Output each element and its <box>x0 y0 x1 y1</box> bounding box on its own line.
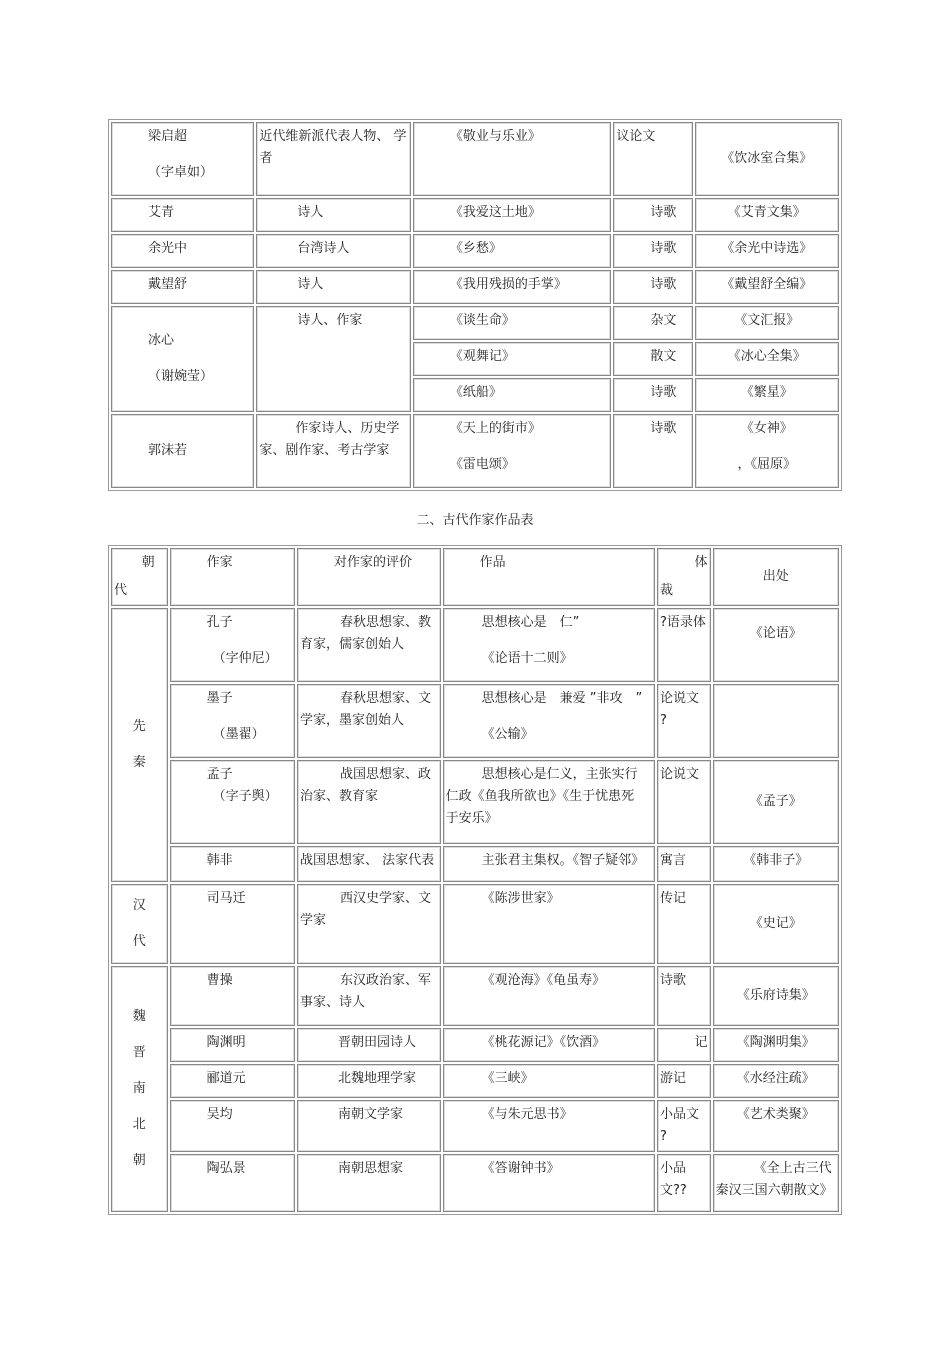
author-evaluation: 南朝思想家 <box>297 1154 441 1212</box>
table-row <box>111 234 839 268</box>
work-title: 《桃花源记》《饮酒》 <box>443 1028 655 1062</box>
genre: 论说文 ? <box>657 684 711 758</box>
author-name: 孔子 <box>206 615 233 630</box>
work-title: 《与朱元思书》 <box>443 1100 655 1152</box>
author-name: 曹操 <box>170 966 295 1026</box>
genre: 议论文 <box>613 122 692 196</box>
work-title: 仁政《鱼我所欲也》《生于忧患死 <box>445 789 635 804</box>
work-title: 《我爱这土地》 <box>413 198 612 232</box>
genre: 诗歌 <box>657 966 711 1026</box>
table-row <box>111 966 839 1026</box>
dynasty-xianqin: 先 秦 <box>111 608 168 882</box>
author-evaluation: 南朝文学家 <box>297 1100 441 1152</box>
header-dynasty: 朝 <box>141 555 155 570</box>
dynasty-han: 汉 代 <box>111 884 168 964</box>
genre: 诗歌 <box>613 270 692 304</box>
author-name: 墨子 <box>206 691 233 706</box>
header-dynasty: 代 <box>114 583 128 598</box>
genre: 小品 <box>659 1161 686 1176</box>
source <box>713 684 839 758</box>
table-row <box>111 414 839 488</box>
work-title: 《雷电颂》 <box>449 457 515 472</box>
author-name: 梁启超 <box>148 129 188 144</box>
author-alias: （字子舆） <box>212 789 278 804</box>
table-row <box>111 1064 839 1098</box>
author-name: 陶渊明 <box>170 1028 295 1062</box>
author-evaluation: 战国思想家、 法家代表 <box>297 846 441 882</box>
genre: ?语录体 <box>657 608 711 682</box>
source: 《女神》 <box>740 421 793 436</box>
work-title: 于安乐》 <box>445 811 498 826</box>
author-evaluation: 诗人、作家 <box>256 306 410 412</box>
author-evaluation: 东汉政治家、军 <box>340 973 432 988</box>
author-evaluation: 治家、教育家 <box>300 789 379 804</box>
genre: 传记 <box>657 884 711 964</box>
author-evaluation: 台湾诗人 <box>256 234 410 268</box>
header-source: 出处 <box>713 548 839 606</box>
work-title: 《纸船》 <box>413 378 612 412</box>
source: 秦汉三国六朝散文》 <box>715 1183 833 1198</box>
author-name: 艾青 <box>111 198 254 232</box>
author-evaluation: 战国思想家、政 <box>340 767 432 782</box>
source: 《艺术类聚》 <box>713 1100 839 1152</box>
modern-authors-table <box>108 119 842 491</box>
work-title: 《敬业与乐业》 <box>413 122 612 196</box>
work-title: 思想核心是 兼爱 ”非攻 ” <box>481 691 643 706</box>
source: 《乐府诗集》 <box>713 966 839 1026</box>
source: 《论语》 <box>713 608 839 682</box>
work-title: 《公输》 <box>481 727 534 742</box>
source: 《孟子》 <box>713 760 839 844</box>
author-evaluation: 事家、诗人 <box>300 995 366 1010</box>
table-row <box>111 846 839 882</box>
author-evaluation: 春秋思想家、教 <box>340 615 432 630</box>
ancient-authors-table <box>108 545 842 1215</box>
author-evaluation: 家、剧作家、考古学家 <box>259 443 390 458</box>
table-row <box>111 270 839 304</box>
author-evaluation: 春秋思想家、文 <box>340 691 432 706</box>
work-title: 《答谢钟书》 <box>443 1154 655 1212</box>
table-row <box>111 1154 839 1212</box>
table-row <box>111 198 839 232</box>
author-evaluation: 诗人 <box>256 270 410 304</box>
work-title: 《三峡》 <box>443 1064 655 1098</box>
author-name: 戴望舒 <box>111 270 254 304</box>
header-works: 作品 <box>443 548 655 606</box>
genre: 寓言 <box>657 846 711 882</box>
author-evaluation: 学家 <box>300 913 327 928</box>
work-title: 思想核心是仁义，主张实行 <box>481 767 638 782</box>
work-title: 《我用残损的手掌》 <box>413 270 612 304</box>
source: 《文汇报》 <box>695 306 839 340</box>
genre: 诗歌 <box>613 378 692 412</box>
source: 《水经注疏》 <box>713 1064 839 1098</box>
header-genre: 体 <box>694 555 708 570</box>
table-row <box>111 884 839 964</box>
genre: 诗歌 <box>613 414 692 488</box>
dynasty-weijin: 魏 晋 南 北 朝 <box>111 966 168 1212</box>
source: 《史记》 <box>713 884 839 964</box>
source: 《饮冰室合集》 <box>695 122 839 196</box>
work-title: 《论语十二则》 <box>481 651 573 666</box>
work-title: 《观沧海》《龟虽寿》 <box>443 966 655 1026</box>
header-genre: 裁 <box>659 583 673 598</box>
work-title: 主张君主集权。《智子疑邻》 <box>443 846 655 882</box>
source: 《余光中诗选》 <box>695 234 839 268</box>
work-title: 《乡愁》 <box>413 234 612 268</box>
author-evaluation: 作家诗人、历史学 <box>295 421 400 436</box>
author-name: 韩非 <box>170 846 295 882</box>
author-evaluation: 北魏地理学家 <box>297 1064 441 1098</box>
genre: 文?? <box>659 1183 687 1198</box>
author-name: 冰心 <box>148 333 175 348</box>
author-evaluation: 育家，儒家创始人 <box>300 637 405 652</box>
table-row <box>111 608 839 682</box>
genre: 散文 <box>613 342 692 376</box>
source: ，《屈原》 <box>737 457 797 472</box>
author-name: 孟子 <box>206 767 233 782</box>
table-row <box>111 1100 839 1152</box>
table-row <box>111 122 839 196</box>
genre: 论说文 <box>657 760 711 844</box>
genre: 游记 <box>657 1064 711 1098</box>
source: 《戴望舒全编》 <box>695 270 839 304</box>
table-row <box>111 306 839 340</box>
author-name: 吴均 <box>170 1100 295 1152</box>
header-evaluation: 对作家的评价 <box>297 548 441 606</box>
header-author: 作家 <box>170 548 295 606</box>
author-name: 郦道元 <box>170 1064 295 1098</box>
genre: 记 <box>657 1028 711 1062</box>
author-alias: （墨翟） <box>212 727 265 742</box>
author-evaluation: 诗人 <box>256 198 410 232</box>
author-name: 司马迁 <box>170 884 295 964</box>
author-name: 陶弘景 <box>170 1154 295 1212</box>
source: 《韩非子》 <box>713 846 839 882</box>
genre: 小品文 ? <box>657 1100 711 1152</box>
table-row <box>111 1028 839 1062</box>
genre: 诗歌 <box>613 234 692 268</box>
genre: 诗歌 <box>613 198 692 232</box>
work-title: 思想核心是 仁” <box>481 615 580 630</box>
work-title: 《陈涉世家》 <box>443 884 655 964</box>
source: 《全上古三代 <box>753 1161 832 1176</box>
work-title: 《谈生命》 <box>413 306 612 340</box>
author-name: 余光中 <box>111 234 254 268</box>
author-alias: （字卓如） <box>148 165 214 180</box>
table-header-row <box>111 548 839 606</box>
section-caption: 二、古代作家作品表 <box>416 513 534 528</box>
author-evaluation: 晋朝田园诗人 <box>297 1028 441 1062</box>
work-title: 《天上的街市》 <box>449 421 541 436</box>
table-row <box>111 684 839 758</box>
work-title: 《观舞记》 <box>413 342 612 376</box>
table-row <box>111 760 839 844</box>
author-evaluation: 西汉史学家、文 <box>340 891 432 906</box>
genre: 杂文 <box>613 306 692 340</box>
source: 《艾青文集》 <box>695 198 839 232</box>
source: 《陶渊明集》 <box>713 1028 839 1062</box>
author-alias: （字仲尼） <box>212 651 278 666</box>
author-alias: （谢婉莹） <box>148 369 214 384</box>
source: 《繁星》 <box>695 378 839 412</box>
author-evaluation: 学家，墨家创始人 <box>300 713 405 728</box>
source: 《冰心全集》 <box>695 342 839 376</box>
author-evaluation: 近代维新派代表人物、 学者 <box>256 122 410 196</box>
author-name: 郭沫若 <box>111 414 254 488</box>
